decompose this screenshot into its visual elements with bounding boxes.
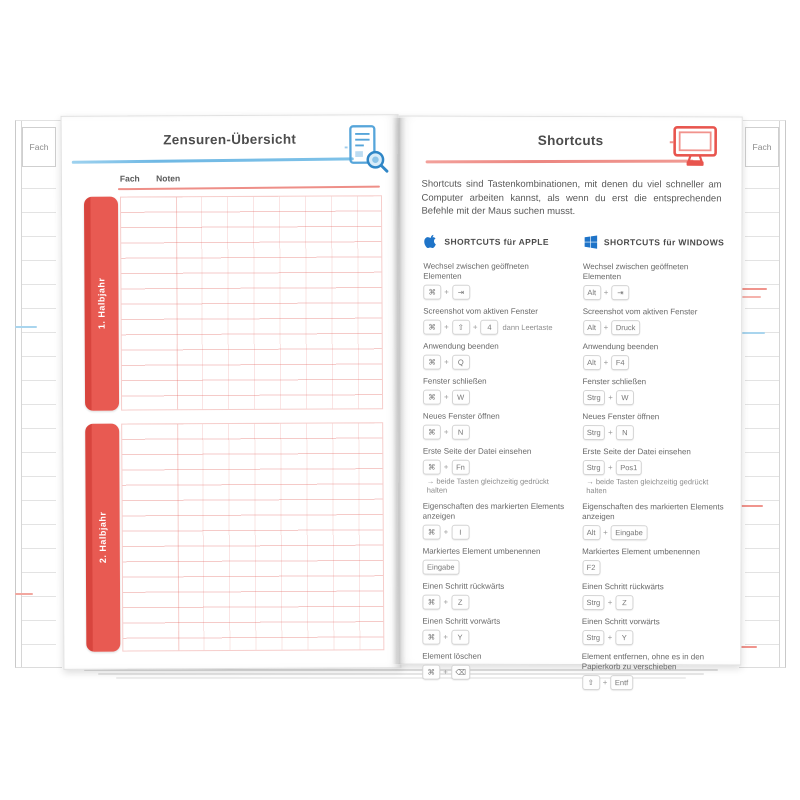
shortcut-keys: [582, 630, 725, 645]
right-page-edge-stack: [739, 120, 786, 668]
keycap: ⌘: [423, 425, 441, 440]
keycap: Entf: [610, 675, 632, 690]
shortcut-keys: [423, 390, 566, 405]
shortcut-item: [582, 617, 725, 645]
shortcut-item: [423, 377, 566, 405]
keycap: Z: [451, 595, 469, 610]
shortcut-keys: [423, 355, 566, 370]
shortcut-list: [422, 262, 566, 680]
keycap: Druck: [611, 320, 640, 335]
keycap: ⇧: [582, 675, 600, 690]
left-page-title: Zensuren-Übersicht: [163, 131, 297, 148]
keycap: ⌘: [422, 665, 440, 680]
shortcut-keys: [422, 595, 565, 610]
shortcut-column-title: SHORTCUTS für APPLE: [444, 236, 549, 247]
edge-fach-label: Fach: [29, 142, 49, 152]
keycap: Alt: [582, 525, 600, 540]
key-plus-separator: +: [608, 393, 613, 403]
halbjahr-2-tab: [85, 424, 120, 652]
key-plus-separator: +: [444, 287, 449, 297]
keycap: ⇥: [611, 285, 629, 300]
keycap: ⌘: [423, 355, 441, 370]
halbjahr-2-section: [63, 422, 400, 652]
shortcut-label: Anwendung beenden: [582, 342, 659, 352]
shortcut-item: [423, 262, 566, 300]
shortcut-item: [422, 582, 565, 610]
shortcut-item: [582, 447, 725, 495]
edge-red-mark: [741, 505, 763, 507]
shortcut-item: [582, 582, 725, 610]
shortcut-label: Einen Schritt rückwärts: [422, 581, 505, 591]
monitor-icon: [670, 123, 720, 169]
key-plus-separator: +: [603, 358, 609, 368]
windows-logo-icon: [583, 234, 598, 249]
key-plus-separator: +: [443, 427, 449, 437]
shortcut-keys: [582, 425, 725, 440]
keycap: Strg: [582, 595, 605, 610]
edge-blue-mark: [741, 332, 765, 334]
shortcut-label: Wechsel zwischen geöffneten Elementen: [423, 261, 529, 281]
keycap: Pos1: [616, 460, 642, 475]
shortcut-keys: [423, 285, 566, 300]
shortcut-keys: [582, 560, 725, 575]
shortcut-label: Markiertes Element umbenennen: [422, 546, 541, 556]
edge-fach-cell: [745, 127, 779, 167]
left-page: [61, 114, 402, 670]
edge-red-mark: [741, 646, 757, 648]
shortcut-columns: [422, 234, 725, 698]
keycap: W: [616, 390, 634, 405]
key-plus-separator: +: [443, 597, 449, 607]
shortcut-item: [423, 502, 566, 540]
shortcut-label: Fenster schließen: [582, 377, 647, 387]
right-page-title: Shortcuts: [537, 132, 604, 149]
left-page-edge-stack: [15, 120, 62, 668]
shortcut-column-heading: [423, 234, 566, 249]
halbjahr-1-section: [62, 195, 399, 411]
keycap: ⌫: [451, 665, 471, 680]
shortcut-keys: [423, 525, 566, 540]
keycap: Y: [615, 630, 633, 645]
edge-ruled-lines: [22, 165, 56, 659]
shortcut-item: [583, 342, 726, 370]
keycap: ⌘: [423, 525, 441, 540]
shortcut-list: [582, 262, 726, 690]
key-plus-separator: +: [603, 528, 608, 538]
key-plus-separator: +: [608, 463, 613, 473]
shortcut-keys: [423, 425, 566, 440]
key-plus-separator: +: [608, 428, 613, 438]
keycap: ⌘: [422, 595, 440, 610]
edge-blue-mark: [15, 326, 37, 328]
edge-fach-label: Fach: [752, 142, 772, 152]
shortcut-column-title: SHORTCUTS für WINDOWS: [603, 236, 725, 247]
shortcut-note: → beide Tasten gleichzeitig gedrückt halten: [586, 477, 709, 496]
key-plus-separator: +: [603, 288, 609, 298]
red-underline: [426, 160, 694, 164]
keycap: ⌘: [423, 460, 441, 475]
edge-red-mark: [741, 288, 767, 290]
shortcuts-intro-text: Shortcuts sind Tastenkombinationen, mit denen du viel schneller am Computer arbeiten kannst, als wenn du erst die entsprechenden Befehle mit der Maus suchen musst.: [421, 178, 722, 218]
keycap: Strg: [582, 390, 605, 405]
apple-logo-icon: [423, 234, 438, 249]
shortcut-label: Screenshot vom aktiven Fenster: [423, 306, 538, 316]
shortcut-keys: [423, 320, 566, 335]
grade-table-headers: [120, 173, 194, 183]
shortcut-label: Eigenschaften des markierten Elements anzeigen: [422, 501, 565, 521]
shortcut-item: [582, 547, 725, 575]
shortcut-label: Einen Schritt vorwärts: [581, 617, 660, 627]
shortcut-label: Screenshot vom aktiven Fenster: [582, 307, 698, 317]
shortcut-label: Anwendung beenden: [423, 341, 499, 351]
keycap: Alt: [583, 355, 601, 370]
keycap: W: [452, 390, 470, 405]
shortcut-keys: [422, 665, 565, 680]
shortcut-label: Element entfernen, ohne es in den Papierkorb zu verschieben: [581, 652, 705, 672]
shortcut-label: Neues Fenster öffnen: [422, 411, 500, 421]
keycap: 4: [480, 320, 498, 335]
shortcut-column-heading: [583, 234, 726, 249]
keycap: I: [451, 525, 469, 540]
shortcut-label: Einen Schritt vorwärts: [422, 616, 501, 626]
keycap: Y: [451, 630, 469, 645]
shortcut-label: Einen Schritt rückwärts: [581, 582, 664, 592]
shortcut-item: [582, 502, 725, 540]
keycap: Strg: [582, 425, 605, 440]
shortcut-column: [422, 234, 566, 697]
blue-underline: [72, 157, 354, 163]
shortcut-item: [423, 547, 566, 575]
shortcut-label: Element löschen: [422, 651, 482, 661]
keycap: ⌘: [423, 320, 441, 335]
shortcut-keys: [583, 355, 726, 370]
shortcut-keys: [582, 390, 725, 405]
keycap: Strg: [582, 460, 605, 475]
keycap: Q: [452, 355, 470, 370]
edge-ruled-lines: [745, 165, 779, 659]
shortcut-item: [422, 652, 565, 680]
key-plus-separator: +: [443, 632, 449, 642]
shortcut-item: [582, 652, 725, 690]
shortcut-keys: [423, 560, 566, 575]
shortcut-keys: [583, 320, 726, 335]
keycap: N: [616, 425, 634, 440]
keycap: ⌘: [423, 390, 441, 405]
shortcut-item: [583, 307, 726, 335]
keycap: Eingabe: [423, 560, 460, 575]
keycap: ⇧: [452, 320, 470, 335]
key-plus-separator: +: [607, 598, 613, 608]
fach-column-header: Fach: [119, 173, 140, 184]
keycap: Strg: [582, 630, 605, 645]
key-plus-separator: +: [443, 667, 448, 677]
key-plus-separator: +: [443, 527, 449, 537]
shortcut-note: → beide Tasten gleichzeitig gedrückt halten: [426, 476, 549, 495]
keycap: Alt: [583, 285, 601, 300]
key-plus-separator: +: [443, 392, 449, 402]
keycap: Eingabe: [611, 525, 648, 540]
key-plus-separator: +: [444, 322, 449, 332]
key-plus-separator: +: [472, 322, 478, 332]
shortcut-note: dann Leertaste: [502, 322, 553, 332]
right-page: [397, 116, 742, 688]
halbjahr-2-tab-label: 2. Halbjahr: [97, 511, 108, 564]
shortcut-keys: [582, 460, 725, 495]
shortcut-keys: [423, 460, 566, 495]
shortcut-column: [582, 234, 726, 697]
shortcut-item: [422, 617, 565, 645]
shortcut-item: [582, 377, 725, 405]
shortcut-label: Wechsel zwischen geöffneten Elementen: [582, 262, 689, 282]
shortcut-keys: [582, 675, 725, 690]
shortcut-keys: [583, 285, 726, 300]
shortcut-label: Eigenschaften des markierten Elements anzeigen: [582, 502, 724, 522]
shortcut-keys: [582, 595, 725, 610]
shortcut-keys: [422, 630, 565, 645]
shortcut-item: [582, 412, 725, 440]
grade-grid-halbjahr-1: [120, 195, 383, 410]
shortcut-label: Erste Seite der Datei einsehen: [422, 446, 532, 456]
table-header-underline: [118, 186, 380, 191]
shortcut-label: Markiertes Element umbenennen: [582, 547, 700, 557]
keycap: ⌘: [422, 630, 440, 645]
key-plus-separator: +: [607, 633, 613, 643]
edge-rule-line: [779, 121, 780, 667]
halbjahr-1-tab: [84, 197, 119, 411]
keycap: Alt: [583, 320, 601, 335]
keycap: ⇥: [452, 285, 470, 300]
shortcut-label: Neues Fenster öffnen: [582, 412, 660, 422]
report-magnifier-icon: [344, 122, 390, 174]
shortcut-keys: [582, 525, 725, 540]
keycap: Z: [615, 595, 633, 610]
key-plus-separator: +: [444, 357, 449, 367]
key-plus-separator: +: [602, 678, 608, 688]
keycap: Fn: [451, 460, 469, 475]
noten-column-header: Noten: [156, 173, 181, 184]
key-plus-separator: +: [443, 462, 449, 472]
edge-fach-cell: [22, 127, 56, 167]
shortcut-label: Fenster schließen: [423, 376, 487, 386]
halbjahr-1-tab-label: 1. Halbjahr: [96, 277, 107, 330]
shortcut-item: [583, 262, 726, 300]
shortcut-item: [423, 342, 566, 370]
keycap: ⌘: [423, 285, 441, 300]
shortcut-label: Erste Seite der Datei einsehen: [582, 447, 691, 457]
edge-red-mark: [741, 296, 761, 298]
shortcut-item: [423, 447, 566, 495]
shortcut-item: [423, 412, 566, 440]
grade-grid-halbjahr-2: [121, 422, 384, 651]
edge-red-mark: [15, 593, 33, 595]
shortcut-item: [423, 307, 566, 335]
keycap: F4: [611, 355, 629, 370]
keycap: F2: [582, 560, 600, 575]
keycap: N: [452, 425, 470, 440]
key-plus-separator: +: [603, 323, 609, 333]
